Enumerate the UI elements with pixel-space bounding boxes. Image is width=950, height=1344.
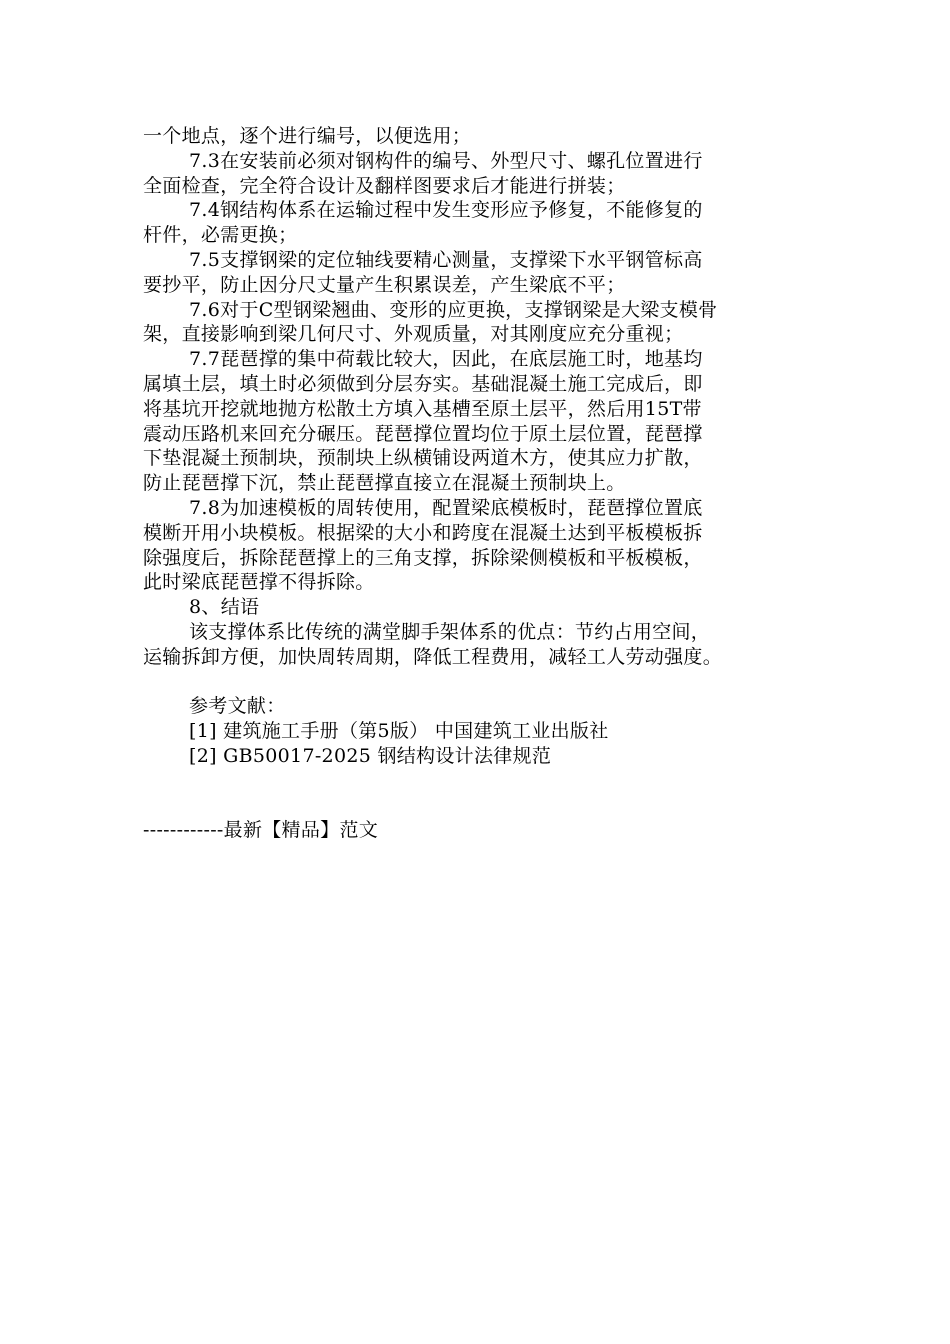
section-heading: 8、结语 — [189, 596, 260, 619]
references-heading: 参考文献： — [189, 695, 286, 718]
text-line: 全面检查，完全符合设计及翻样图要求后才能进行拼装； — [143, 174, 626, 197]
reference-item: [2] GB50017-2025 钢结构设计法律规范 — [189, 744, 552, 767]
text-line: 震动压路机来回充分碾压。琵琶撑位置均位于原土层位置，琵琶撑 — [143, 422, 703, 445]
text-line: 7.6对于C型钢梁翘曲、变形的应更换，支撑钢梁是大梁支模骨 — [189, 298, 718, 321]
text-line: 杆件，必需更换； — [143, 224, 298, 247]
text-line: 模断开用小块模板。根据梁的大小和跨度在混凝土达到平板模板拆 — [143, 521, 703, 544]
text-line: 该支撑体系比传统的满堂脚手架体系的优点：节约占用空间， — [189, 620, 711, 643]
text-line: 7.5支撑钢梁的定位轴线要精心测量，支撑梁下水平钢管标高 — [189, 248, 703, 271]
text-line: 除强度后，拆除琵琶撑上的三角支撑，拆除梁侧模板和平板模板， — [143, 546, 703, 569]
text-line: 要抄平，防止因分尺丈量产生积累误差，产生梁底不平； — [143, 273, 626, 296]
text-line: 7.4钢结构体系在运输过程中发生变形应予修复，不能修复的 — [189, 199, 703, 222]
text-line: 属填土层，填土时必须做到分层夯实。基础混凝土施工完成后，即 — [143, 372, 703, 395]
text-line: 运输拆卸方便，加快周转周期，降低工程费用，减轻工人劳动强度。 — [143, 645, 723, 668]
text-line: 一个地点，逐个进行编号，以便选用； — [143, 125, 472, 147]
text-line: 将基坑开挖就地抛方松散土方填入基槽至原土层平，然后用15T带 — [143, 397, 702, 420]
footer-text: ------------最新【精品】范文 — [143, 819, 379, 842]
text-line: 7.3在安装前必须对钢构件的编号、外型尺寸、螺孔位置进行 — [189, 149, 703, 172]
text-line: 防止琵琶撑下沉，禁止琵琶撑直接立在混凝土预制块上。 — [143, 472, 626, 495]
document-page — [143, 124, 808, 843]
text-line: 架，直接影响到梁几何尺寸、外观质量，对其刚度应充分重视； — [143, 323, 684, 346]
text-line: 下垫混凝土预制块，预制块上纵横铺设两道木方，使其应力扩散， — [143, 447, 703, 470]
text-line: 此时梁底琵琶撑不得拆除。 — [143, 571, 375, 594]
text-line: 7.8为加速模板的周转使用，配置梁底模板时，琵琶撑位置底 — [189, 496, 703, 519]
text-line: 7.7琵琶撑的集中荷载比较大，因此，在底层施工时，地基均 — [189, 348, 703, 371]
reference-item: [1] 建筑施工手册（第5版） 中国建筑工业出版社 — [189, 720, 609, 743]
